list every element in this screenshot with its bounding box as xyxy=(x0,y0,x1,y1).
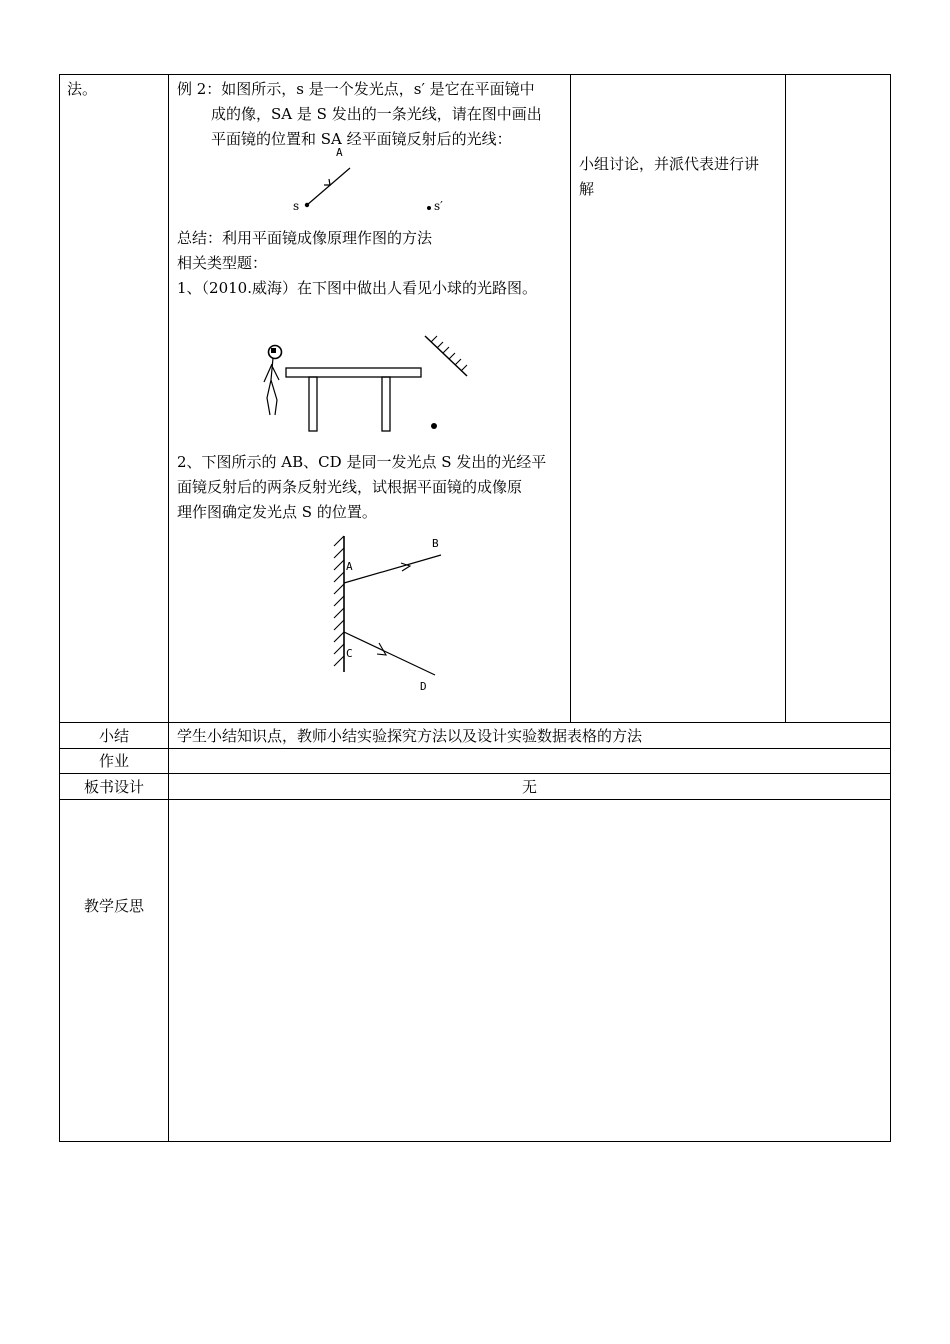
table-border-top xyxy=(59,74,891,75)
column-divider-1 xyxy=(168,74,169,1142)
related-types-heading: 相关类型题： xyxy=(177,254,268,272)
fig3-label-a: A xyxy=(346,560,353,573)
fig1-label-s: s xyxy=(293,199,300,213)
fig3-label-c: C xyxy=(346,647,353,660)
table-leg-right xyxy=(382,377,390,431)
ray-cd xyxy=(344,632,435,675)
figure-reflected-rays xyxy=(325,530,460,695)
fig3-label-b: B xyxy=(432,537,439,550)
table-border-left xyxy=(59,74,60,1142)
ray-ab xyxy=(344,555,441,583)
student-activity-line-2: 解 xyxy=(579,180,595,198)
example-line-1: 例 2：如图所示，s 是一个发光点，s′ 是它在平面镜中 xyxy=(177,80,535,98)
example-line-3: 平面镜的位置和 SA 经平面镜反射后的光线： xyxy=(211,130,512,148)
question-2-line-3: 理作图确定发光点 S 的位置。 xyxy=(177,503,377,521)
fig1-label-a: A xyxy=(336,146,343,159)
summary-text: 总结：利用平面镜成像原理作图的方法 xyxy=(177,229,433,247)
question-2-line-2: 面镜反射后的两条反射光线，试根据平面镜的成像原 xyxy=(177,478,523,496)
column-divider-2 xyxy=(570,74,571,722)
table-border-bottom xyxy=(59,1141,891,1142)
table-top xyxy=(286,368,421,377)
homework-row-label: 作业 xyxy=(98,752,129,770)
reflection-row-label: 教学反思 xyxy=(83,897,144,915)
board-design-row-label: 板书设计 xyxy=(83,778,144,796)
question-1-text: 1、（2010.威海）在下图中做出人看见小球的光路图。 xyxy=(177,279,537,297)
fig3-label-d: D xyxy=(420,680,427,693)
column-divider-3 xyxy=(785,74,786,722)
table-border-right xyxy=(890,74,891,1142)
student-activity-line-1: 小组讨论，并派代表进行讲 xyxy=(579,155,760,173)
figure-person-table-mirror xyxy=(255,330,480,440)
summary-row-content: 学生小结知识点，教师小结实验探究方法以及设计实验数据表格的方法 xyxy=(177,727,643,745)
fig1-label-s-prime: s′ xyxy=(434,199,443,213)
method-cell-text: 法。 xyxy=(67,80,98,98)
summary-row-label: 小结 xyxy=(98,727,129,745)
example-line-2: 成的像，SA 是 S 发出的一条光线，请在图中画出 xyxy=(211,105,542,123)
board-design-row-content: 无 xyxy=(521,778,537,796)
question-2-line-1: 2、下图所示的 AB、CD 是同一发光点 S 发出的光经平 xyxy=(177,453,547,471)
ball xyxy=(431,423,437,429)
table-leg-left xyxy=(309,377,317,431)
